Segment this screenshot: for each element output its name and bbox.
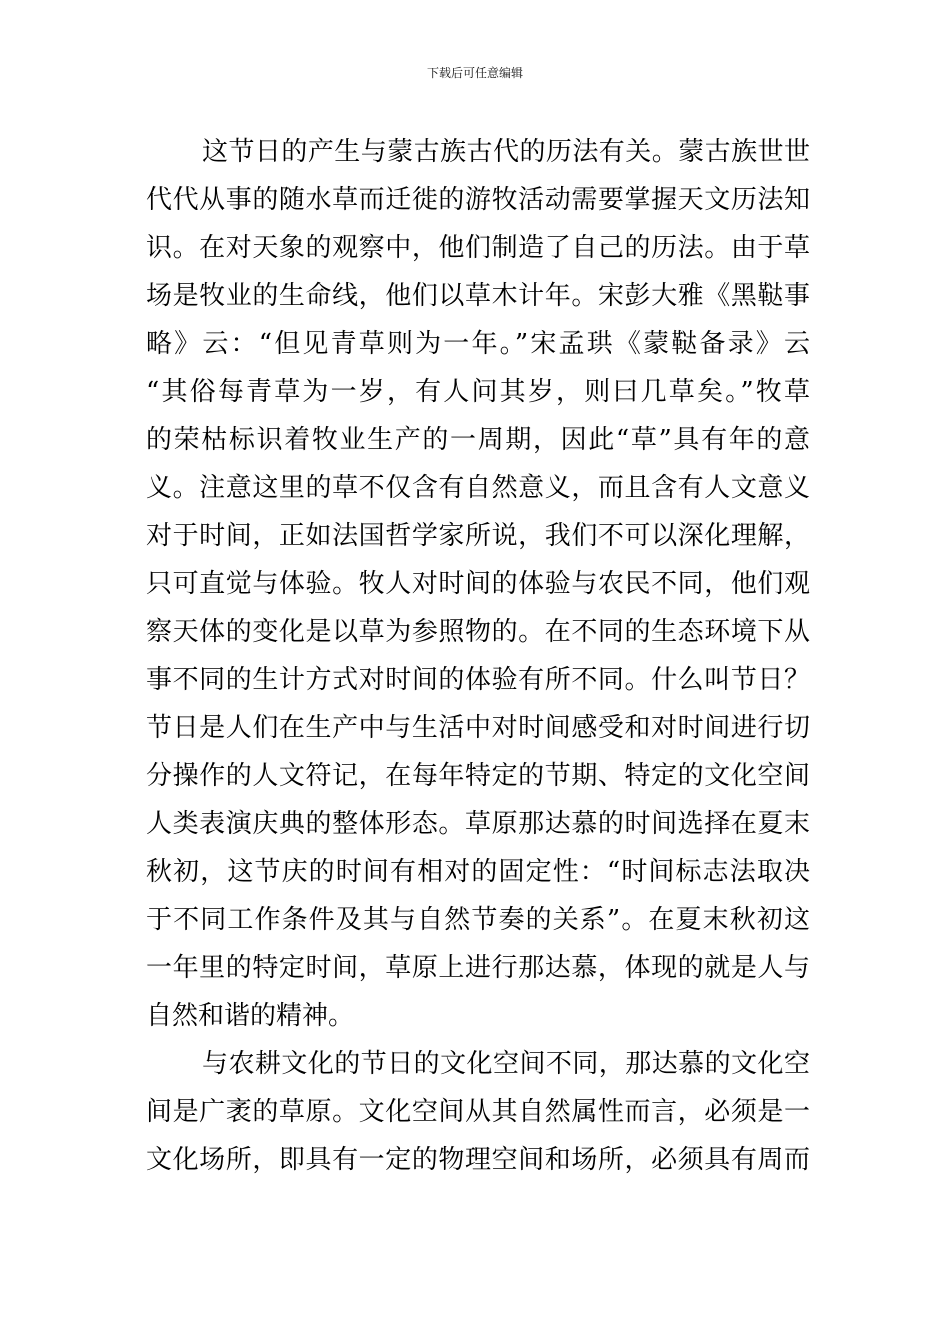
text-line: 代代从事的随水草而迁徙的游牧活动需要掌握天文历法知 xyxy=(146,185,810,215)
text-line: 对于时间，正如法国哲学家所说，我们不可以深化理解， xyxy=(146,521,810,551)
text-line: 秋初，这节庆的时间有相对的固定性：“时间标志法取决 xyxy=(146,857,810,887)
text-line: 自然和谐的精神。 xyxy=(146,1001,355,1031)
paragraph xyxy=(146,1040,810,1184)
text-line: 与农耕文化的节日的文化空间不同，那达慕的文化空 xyxy=(202,1049,810,1079)
text-line: 只可直觉与体验。牧人对时间的体验与农民不同，他们观 xyxy=(146,569,810,599)
text-line: 人类表演庆典的整体形态。草原那达慕的时间选择在夏末 xyxy=(146,809,810,839)
text-line: 于不同工作条件及其与自然节奏的关系”。在夏末秋初这 xyxy=(146,905,810,935)
text-line: 义。注意这里的草不仅含有自然意义，而且含有人文意义 xyxy=(146,473,810,503)
text-line: 察天体的变化是以草为参照物的。在不同的生态环境下从 xyxy=(146,617,810,647)
text-line: 识。在对天象的观察中，他们制造了自己的历法。由于草 xyxy=(146,233,810,263)
text-line: 略》云：“但见青草则为一年。”宋孟珙《蒙鞑备录》云 xyxy=(146,329,810,359)
text-line: 事不同的生计方式对时间的体验有所不同。什么叫节日？ xyxy=(146,665,810,695)
text-line: 一年里的特定时间，草原上进行那达慕，体现的就是人与 xyxy=(146,953,810,983)
page-header: 下载后可任意编辑 xyxy=(426,66,523,80)
text-line: “其俗每青草为一岁，有人问其岁，则曰几草矣。”牧草 xyxy=(146,377,810,407)
paragraph xyxy=(146,128,810,1040)
text-line: 文化场所，即具有一定的物理空间和场所，必须具有周而 xyxy=(146,1145,810,1175)
text-line: 的荣枯标识着牧业生产的一周期，因此“草”具有年的意 xyxy=(146,425,810,455)
text-line: 节日是人们在生产中与生活中对时间感受和对时间进行切 xyxy=(146,713,810,743)
document-body xyxy=(146,128,810,1184)
text-line: 分操作的人文符记，在每年特定的节期、特定的文化空间 xyxy=(146,761,810,791)
text-line: 间是广袤的草原。文化空间从其自然属性而言，必须是一 xyxy=(146,1097,810,1127)
text-line: 这节日的产生与蒙古族古代的历法有关。蒙古族世世 xyxy=(202,137,810,167)
text-line: 场是牧业的生命线，他们以草木计年。宋彭大雅《黑鞑事 xyxy=(146,281,810,311)
